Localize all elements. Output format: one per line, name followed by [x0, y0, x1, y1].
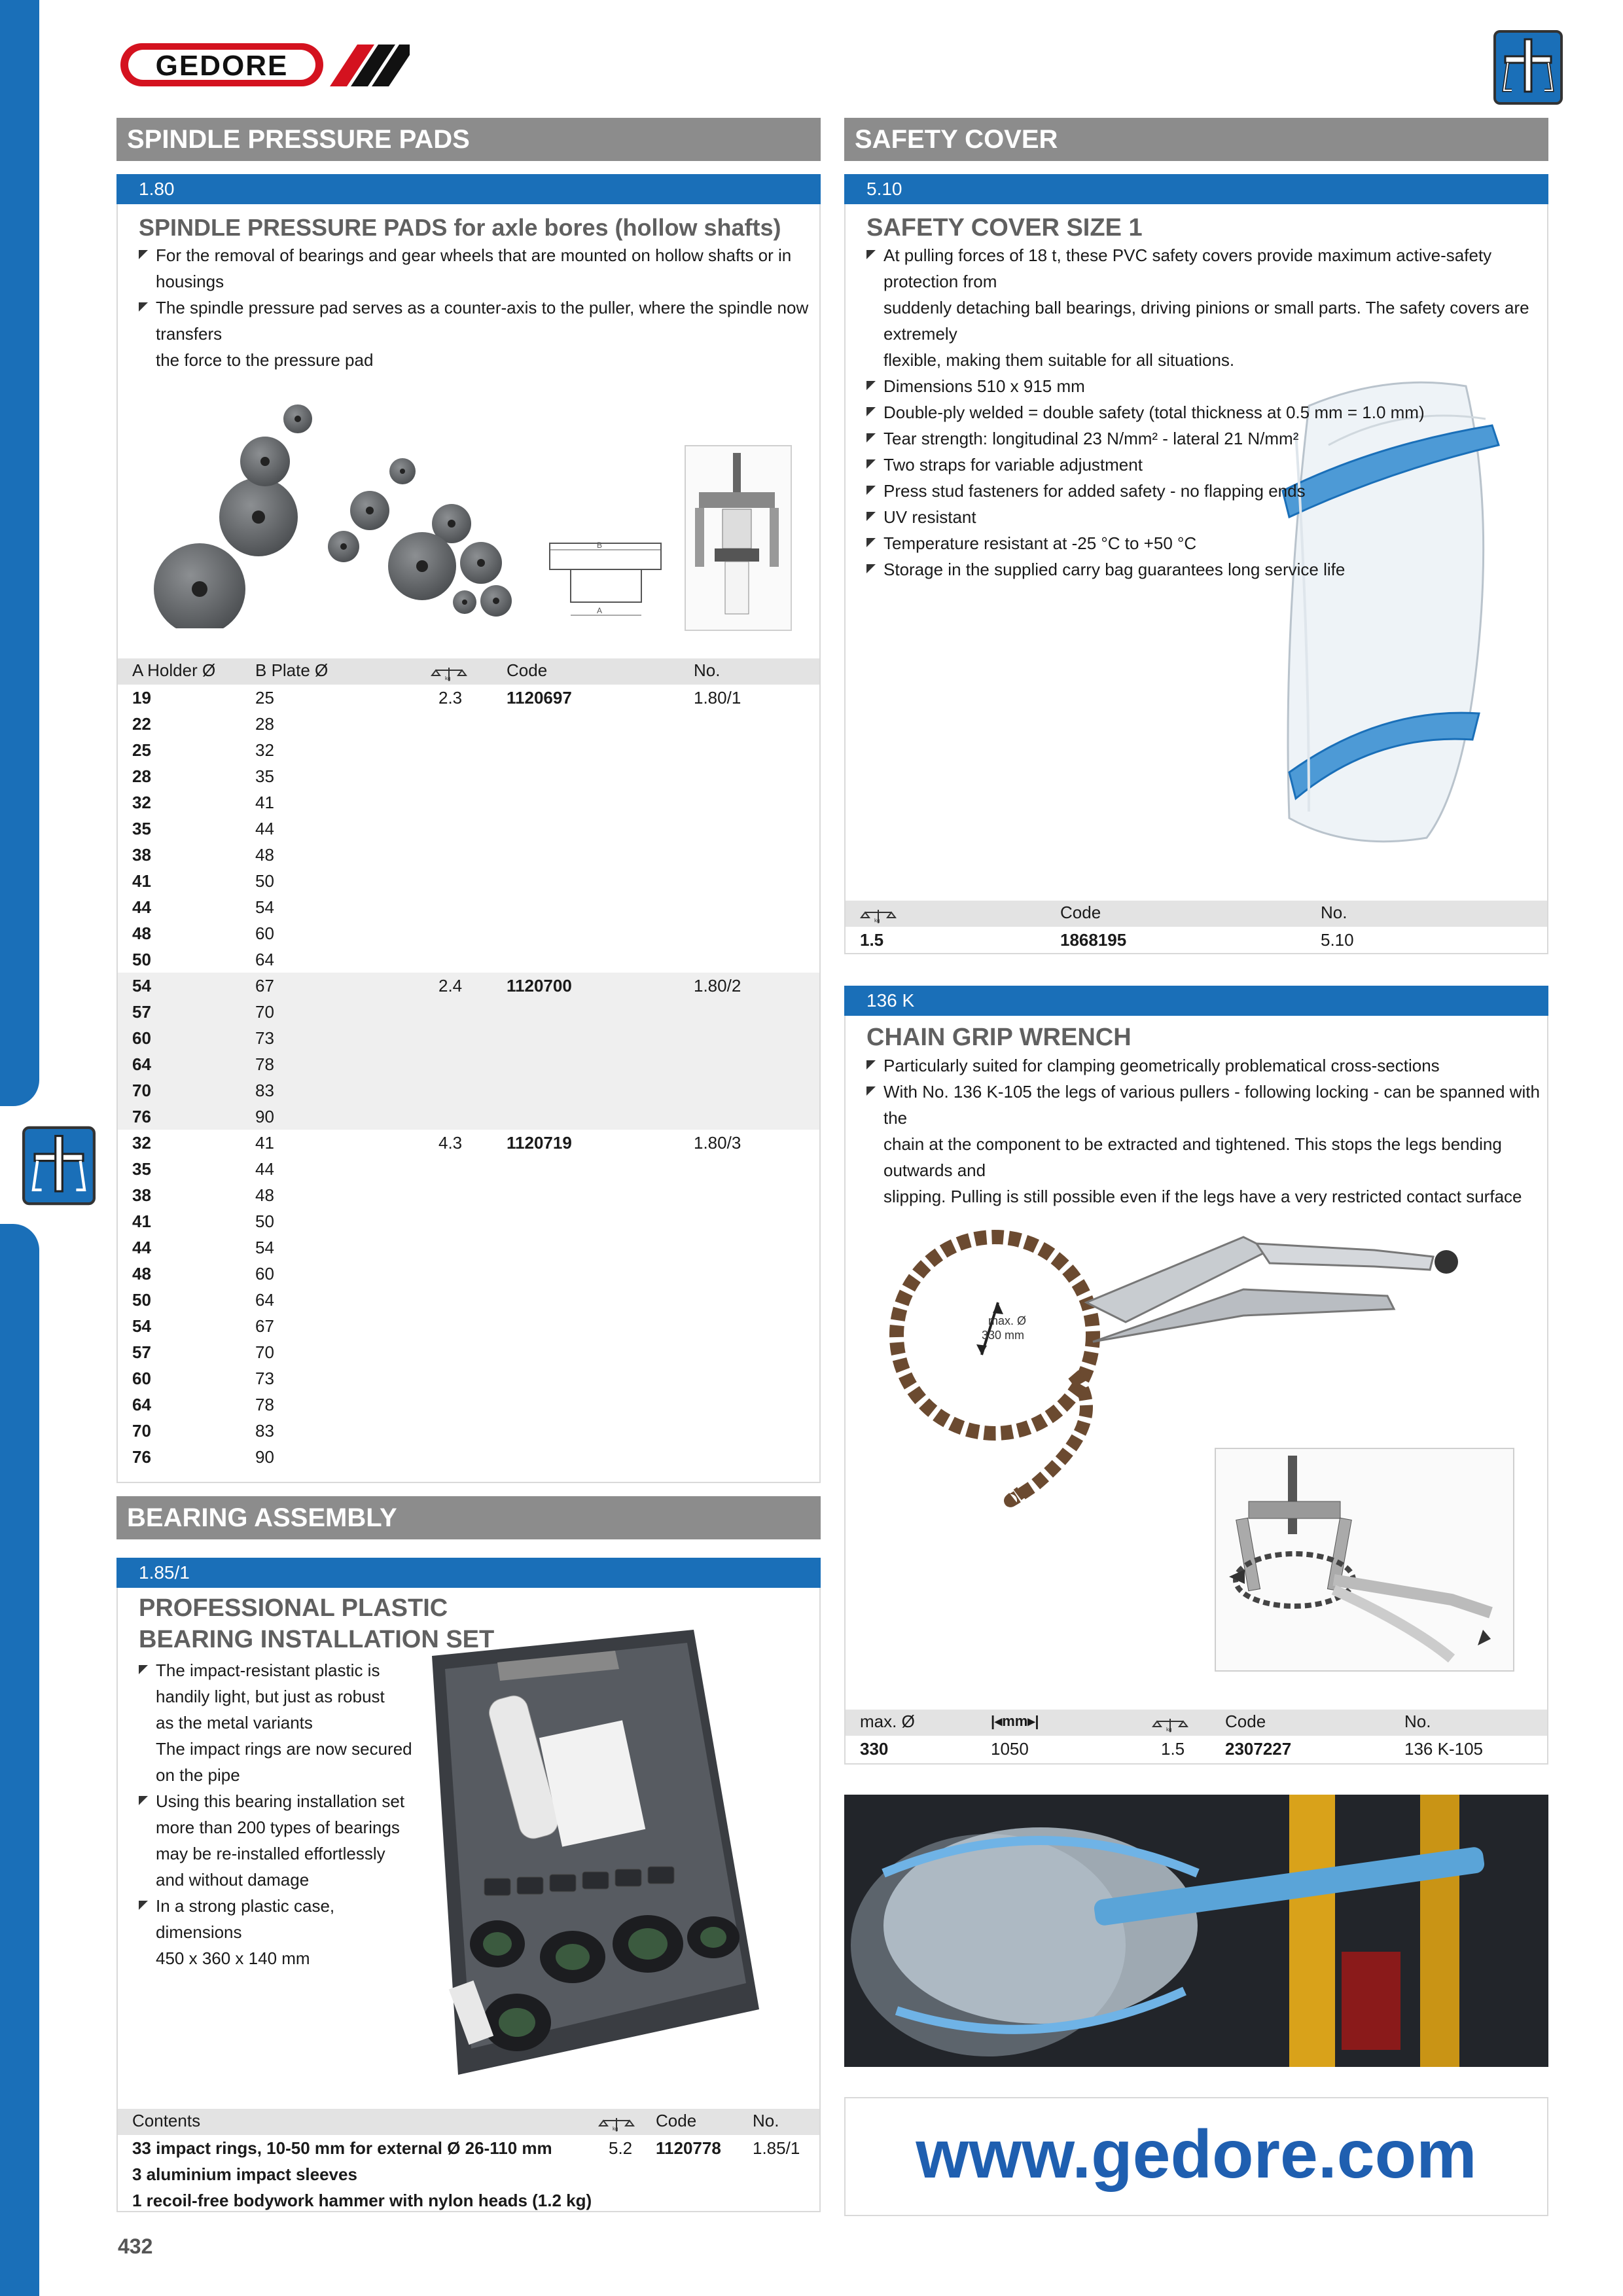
cell-b-plate: 50 — [255, 871, 274, 891]
bullet-item: The impact-resistant plastic is — [139, 1657, 414, 1683]
table-row — [118, 868, 819, 894]
col-b-plate: B Plate Ø — [255, 660, 329, 680]
svg-text:kg: kg — [874, 918, 880, 924]
cell-b-plate: 83 — [255, 1081, 274, 1100]
product-title: SPINDLE PRESSURE PADS for axle bores (hollow shafts) — [139, 214, 781, 241]
cell-contents: 33 impact rings, 10-50 mm for external Ø 26-110 mm — [132, 2138, 552, 2158]
col-code: Code — [656, 2111, 697, 2130]
cell-a-holder: 54 — [132, 976, 151, 996]
table-row — [118, 1444, 819, 1470]
bullet-item: more than 200 types of bearings — [156, 1818, 400, 1837]
bullet-item: flexible, making them suitable for all situations. — [883, 350, 1235, 370]
cell-a-holder: 38 — [132, 845, 151, 865]
length-arrow-right-icon: ▸| — [1027, 1713, 1039, 1729]
cell-a-holder: 32 — [132, 1133, 151, 1153]
table-row — [846, 927, 1547, 953]
cell-a-holder: 76 — [132, 1447, 151, 1467]
weight-kg-icon — [860, 903, 897, 927]
cell-a-holder: 44 — [132, 1238, 151, 1257]
table-row — [118, 711, 819, 737]
table-row — [846, 1736, 1547, 1762]
table-row — [118, 1287, 819, 1313]
diagram-label-b: B — [597, 541, 603, 550]
cell-a-holder: 60 — [132, 1028, 151, 1048]
cell-a-holder: 35 — [132, 1159, 151, 1179]
bullet-item: as the metal variants — [156, 1713, 313, 1732]
cell-a-holder: 28 — [132, 766, 151, 786]
col-no: No. — [694, 660, 721, 680]
col-code: Code — [507, 660, 548, 680]
col-length-mm — [991, 1710, 1039, 1733]
bullet-item: UV resistant — [866, 504, 1547, 530]
page-number: 432 — [118, 2234, 153, 2258]
bearing-table — [118, 2109, 819, 2214]
product-title-line1: PROFESSIONAL PLASTIC — [139, 1594, 448, 1622]
cell-a-holder: 32 — [132, 793, 151, 812]
side-tab-puller-icon — [22, 1126, 96, 1206]
spindle-pads-image — [137, 393, 524, 628]
table-row — [118, 1156, 819, 1182]
cell-b-plate: 90 — [255, 1447, 274, 1467]
length-arrow-left-icon: |◂ — [991, 1713, 1003, 1729]
col-length-mm-label: mm — [1002, 1713, 1028, 1729]
spindle-bullets — [139, 242, 819, 373]
spindle-table — [118, 658, 819, 1470]
cell-no: 5.10 — [1321, 930, 1354, 950]
table-row — [118, 737, 819, 763]
table-row — [118, 2187, 819, 2214]
table-row — [118, 816, 819, 842]
table-row — [118, 2135, 819, 2161]
cell-code: 1120697 — [507, 688, 572, 708]
puller-with-pad-diagram — [685, 445, 792, 631]
gedore-logo-text: GEDORE — [155, 50, 289, 82]
col-code: Code — [1060, 903, 1101, 922]
cell-a-holder: 41 — [132, 1211, 151, 1231]
cell-b-plate: 44 — [255, 819, 274, 838]
cell-weight: 5.2 — [609, 2138, 633, 2158]
application-photo — [844, 1795, 1548, 2067]
cell-b-plate: 78 — [255, 1395, 274, 1414]
bullet-item: suddenly detaching ball bearings, driving pinions or small parts. The safety covers are extremely — [883, 298, 1529, 344]
col-no: No. — [753, 2111, 779, 2130]
cell-b-plate: 73 — [255, 1369, 274, 1388]
cell-a-holder: 60 — [132, 1369, 151, 1388]
table-row — [118, 946, 819, 973]
product-title: SAFETY COVER SIZE 1 — [866, 214, 1143, 242]
cell-code: 1868195 — [1060, 930, 1127, 950]
bearing-installation-set-image — [419, 1617, 785, 2101]
cell-weight: 2.4 — [438, 976, 463, 996]
bearing-bullets — [139, 1657, 414, 1971]
cell-a-holder: 70 — [132, 1081, 151, 1100]
bullet-item: the force to the pressure pad — [156, 350, 374, 370]
safety-cover-table — [846, 901, 1547, 953]
col-no: No. — [1321, 903, 1347, 922]
cell-b-plate: 41 — [255, 1133, 274, 1153]
bullet-item: on the pipe — [156, 1765, 240, 1785]
puller-category-icon — [1493, 30, 1563, 105]
table-row — [118, 1365, 819, 1391]
bullet-item: With No. 136 K-105 the legs of various pullers - following locking - can be spanned with the — [866, 1079, 1547, 1131]
weight-kg-icon — [431, 661, 467, 685]
cell-a-holder: 54 — [132, 1316, 151, 1336]
cell-b-plate: 78 — [255, 1054, 274, 1074]
table-row — [118, 1339, 819, 1365]
bullet-item: Particularly suited for clamping geometrically problematical cross-sections — [866, 1052, 1547, 1079]
cell-b-plate: 41 — [255, 793, 274, 812]
cell-max-diameter: 330 — [860, 1739, 889, 1759]
website-link[interactable]: www.gedore.com — [916, 2117, 1477, 2193]
gedore-logo — [118, 39, 412, 92]
cell-b-plate: 60 — [255, 1264, 274, 1283]
bullet-item: Temperature resistant at -25 °C to +50 °C — [866, 530, 1547, 556]
cell-a-holder: 41 — [132, 871, 151, 891]
cell-weight: 1.5 — [860, 930, 884, 950]
table-row — [118, 1313, 819, 1339]
col-no: No. — [1404, 1712, 1431, 1731]
bullet-item: Press stud fasteners for added safety - no flapping ends — [866, 478, 1547, 504]
bullet-item: Tear strength: longitudinal 23 N/mm² - lateral 21 N/mm² — [866, 425, 1547, 452]
bullet-item: Using this bearing installation set — [139, 1788, 414, 1814]
table-header — [846, 901, 1547, 927]
puller-with-chain-diagram — [1215, 1448, 1514, 1672]
table-row — [118, 1208, 819, 1234]
weight-kg-icon — [1152, 1712, 1188, 1736]
svg-text:kg: kg — [445, 675, 451, 682]
bullet-item: Two straps for variable adjustment — [866, 452, 1547, 478]
col-a-holder: A Holder Ø — [132, 660, 216, 680]
side-tab-upper — [0, 0, 39, 1106]
cell-contents: 1 recoil-free bodywork hammer with nylon heads (1.2 kg) — [132, 2191, 592, 2210]
cell-b-plate: 73 — [255, 1028, 274, 1048]
chain-grip-table — [846, 1710, 1547, 1762]
cell-a-holder: 48 — [132, 1264, 151, 1283]
bullet-item: Double-ply welded = double safety (total thickness at 0.5 mm = 1.0 mm) — [866, 399, 1547, 425]
cell-no: 136 K-105 — [1404, 1739, 1483, 1759]
cell-contents: 3 aluminium impact sleeves — [132, 2164, 357, 2184]
bullet-item: For the removal of bearings and gear wheels that are mounted on hollow shafts or in housings — [139, 242, 819, 295]
cell-a-holder: 57 — [132, 1342, 151, 1362]
col-code: Code — [1225, 1712, 1266, 1731]
cell-b-plate: 90 — [255, 1107, 274, 1126]
cell-weight: 2.3 — [438, 688, 463, 708]
cell-b-plate: 25 — [255, 688, 274, 708]
cell-b-plate: 48 — [255, 845, 274, 865]
bullet-item: may be re-installed effortlessly — [156, 1844, 385, 1863]
cell-a-holder: 50 — [132, 1290, 151, 1310]
cell-code: 2307227 — [1225, 1739, 1292, 1759]
cell-weight: 4.3 — [438, 1133, 463, 1153]
table-row — [118, 1391, 819, 1418]
table-row — [118, 842, 819, 868]
bullet-item: In a strong plastic case, dimensions — [139, 1893, 414, 1945]
table-row — [118, 1234, 819, 1261]
bullet-item: The spindle pressure pad serves as a counter-axis to the puller, where the spindle now transfers — [139, 295, 819, 347]
bullet-item: The impact rings are now secured — [156, 1739, 412, 1759]
col-contents: Contents — [132, 2111, 201, 2130]
cell-weight: 1.5 — [1161, 1739, 1185, 1759]
cell-a-holder: 35 — [132, 819, 151, 838]
max-diameter-label-1: max. Ø — [988, 1314, 1027, 1327]
bullet-item: chain at the component to be extracted and tightened. This stops the legs bending outwards and — [883, 1134, 1502, 1180]
chain-grip-bullets — [866, 1052, 1547, 1210]
diagram-label-a: A — [597, 606, 603, 615]
cell-b-plate: 67 — [255, 976, 274, 996]
bullet-item: and without damage — [156, 1870, 310, 1890]
cell-b-plate: 28 — [255, 714, 274, 734]
cell-b-plate: 35 — [255, 766, 274, 786]
product-code-bar: 1.80 — [116, 174, 821, 204]
table-row — [118, 1130, 819, 1156]
side-tab-lower — [0, 1224, 39, 2296]
table-row — [118, 1182, 819, 1208]
bullet-item: slipping. Pulling is still possible even if the legs have a very restricted contact surface — [883, 1187, 1522, 1206]
cell-no: 1.80/2 — [694, 976, 741, 996]
table-row — [118, 685, 819, 711]
cell-a-holder: 76 — [132, 1107, 151, 1126]
cell-b-plate: 64 — [255, 950, 274, 969]
cell-a-holder: 25 — [132, 740, 151, 760]
cell-no: 1.80/3 — [694, 1133, 741, 1153]
cell-b-plate: 67 — [255, 1316, 274, 1336]
cell-a-holder: 57 — [132, 1002, 151, 1022]
product-code-bar: 136 K — [844, 986, 1548, 1016]
col-max-diameter: max. Ø — [860, 1712, 915, 1731]
cell-length: 1050 — [991, 1739, 1029, 1759]
bullet-item: handily light, but just as robust — [156, 1687, 385, 1706]
bullet-item: At pulling forces of 18 t, these PVC safety covers provide maximum active-safety protection from — [866, 242, 1547, 295]
cell-a-holder: 64 — [132, 1054, 151, 1074]
table-row — [118, 999, 819, 1025]
cell-a-holder: 44 — [132, 897, 151, 917]
cell-b-plate: 83 — [255, 1421, 274, 1441]
bullet-item: 450 x 360 x 140 mm — [156, 1948, 310, 1968]
cell-code: 1120719 — [507, 1133, 572, 1153]
table-row — [118, 973, 819, 999]
table-header — [846, 1710, 1547, 1736]
cell-code: 1120778 — [656, 2138, 721, 2158]
cell-no: 1.85/1 — [753, 2138, 800, 2158]
table-header — [118, 2109, 819, 2135]
cell-b-plate: 70 — [255, 1342, 274, 1362]
cell-b-plate: 70 — [255, 1002, 274, 1022]
bullet-item: Storage in the supplied carry bag guarantees long service life — [866, 556, 1547, 583]
cell-b-plate: 64 — [255, 1290, 274, 1310]
section-header-spindle: SPINDLE PRESSURE PADS — [116, 118, 821, 161]
cell-b-plate: 50 — [255, 1211, 274, 1231]
table-row — [118, 1103, 819, 1130]
safety-cover-bullets — [866, 242, 1547, 583]
svg-text:kg: kg — [1166, 1727, 1172, 1733]
product-code-bar: 5.10 — [844, 174, 1548, 204]
spindle-table-body — [118, 685, 819, 1470]
cell-b-plate: 32 — [255, 740, 274, 760]
table-row — [118, 1418, 819, 1444]
section-header-bearing: BEARING ASSEMBLY — [116, 1496, 821, 1539]
table-row — [118, 789, 819, 816]
cell-a-holder: 38 — [132, 1185, 151, 1205]
table-row — [118, 1051, 819, 1077]
cell-a-holder: 48 — [132, 924, 151, 943]
table-row — [118, 1077, 819, 1103]
cell-a-holder: 22 — [132, 714, 151, 734]
cell-a-holder: 70 — [132, 1421, 151, 1441]
cell-b-plate: 54 — [255, 897, 274, 917]
table-row — [118, 1261, 819, 1287]
cell-b-plate: 48 — [255, 1185, 274, 1205]
cell-b-plate: 60 — [255, 924, 274, 943]
cell-b-plate: 44 — [255, 1159, 274, 1179]
table-row — [118, 1025, 819, 1051]
cell-a-holder: 19 — [132, 688, 151, 708]
product-title-line2: BEARING INSTALLATION SET — [139, 1626, 495, 1653]
max-diameter-label-2: 330 mm — [982, 1329, 1025, 1342]
svg-text:kg: kg — [613, 2126, 618, 2132]
product-title: CHAIN GRIP WRENCH — [866, 1024, 1132, 1051]
table-row — [118, 2161, 819, 2187]
weight-kg-icon — [598, 2111, 635, 2135]
cell-no: 1.80/1 — [694, 688, 741, 708]
table-row — [118, 763, 819, 789]
table-row — [118, 894, 819, 920]
table-row — [118, 920, 819, 946]
cell-b-plate: 54 — [255, 1238, 274, 1257]
cell-code: 1120700 — [507, 976, 572, 996]
bullet-item: Dimensions 510 x 915 mm — [866, 373, 1547, 399]
section-header-safety-cover: SAFETY COVER — [844, 118, 1548, 161]
product-code-bar: 1.85/1 — [116, 1558, 821, 1588]
cell-a-holder: 64 — [132, 1395, 151, 1414]
cell-a-holder: 50 — [132, 950, 151, 969]
table-header — [118, 658, 819, 685]
